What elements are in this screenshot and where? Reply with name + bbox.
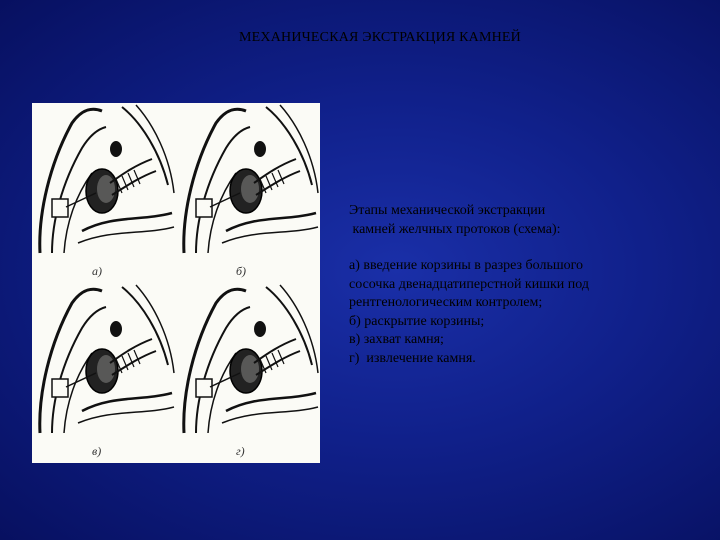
caption-item-line-1: а) введение корзины в разрез большого: [349, 258, 584, 273]
caption-text: [349, 202, 699, 368]
caption-heading-line-2: камней желчных протоков (схема):: [349, 221, 561, 237]
caption-item-line-3: рентгенологическим контролем;: [349, 295, 543, 310]
panel-v: [40, 285, 174, 458]
caption-item-line-2: сосочка двенадцатиперстной кишки под: [349, 276, 590, 292]
panel-a: [40, 105, 174, 278]
caption-heading-line-1: Этапы механической экстракции: [349, 203, 546, 218]
panel-g: [184, 285, 318, 458]
panel-b: [184, 105, 318, 278]
panel-label-v: в): [92, 444, 102, 458]
caption-item-line-4: б) раскрытие корзины;: [349, 313, 485, 329]
caption-item-line-6: г) извлечение камня.: [349, 350, 476, 366]
panel-label-g: г): [236, 444, 245, 458]
slide-title: МЕХАНИЧЕСКАЯ ЭКСТРАКЦИЯ КАМНЕЙ: [238, 30, 521, 45]
extraction-stages-figure: [32, 103, 320, 463]
panel-label-b: б): [236, 264, 247, 278]
panel-label-a: а): [92, 264, 102, 278]
caption-item-line-5: в) захват камня;: [349, 332, 444, 347]
